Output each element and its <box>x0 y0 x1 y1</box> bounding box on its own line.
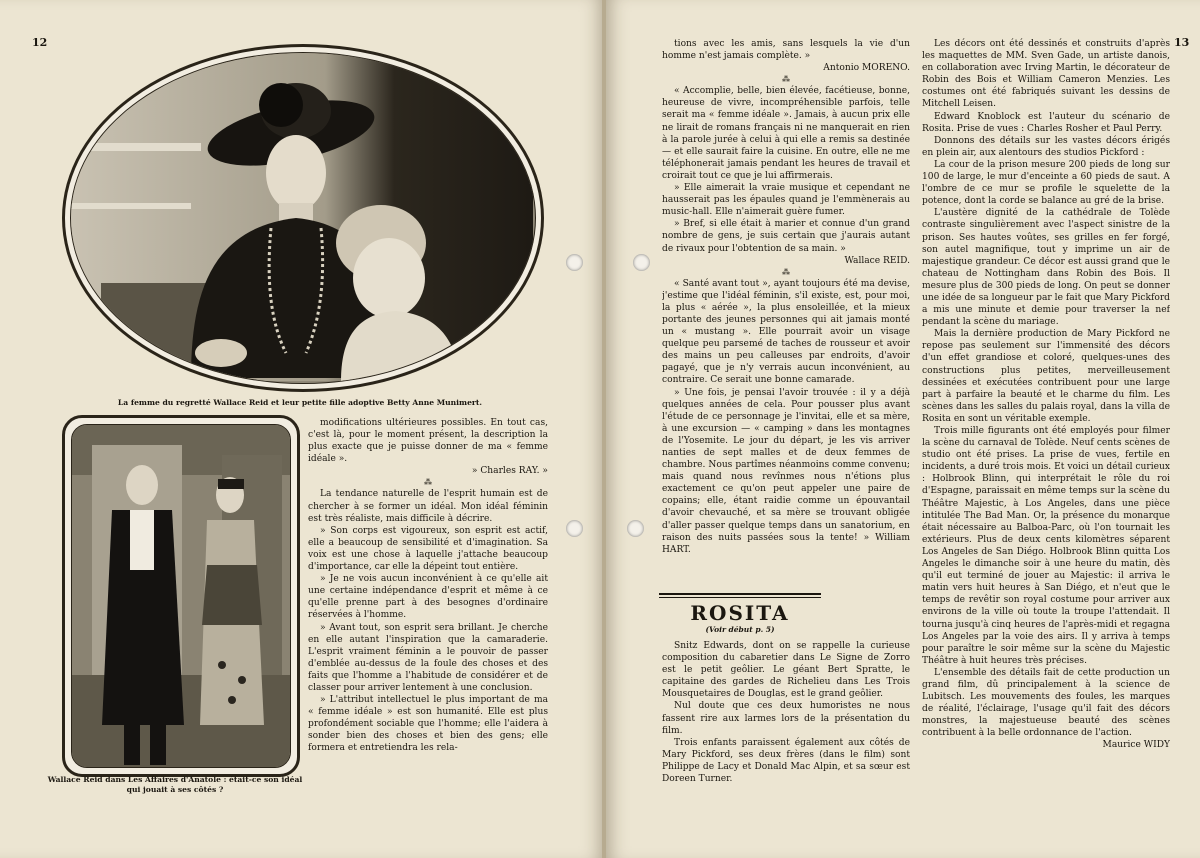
paragraph: » Je ne vois aucun inconvénient à ce qu'elle ait une certaine indépendance d'esprit et même à ce qu'elle prenne part à des besognes d'ordinaire réservées à l'homme. <box>308 574 548 621</box>
rosita-title: ROSITA <box>690 601 790 625</box>
photo-woman-child-illustration <box>71 53 533 381</box>
photo2-caption: Wallace Reid dans Les Affaires d'Anatole : était-ce son idéal qui jouait à ses côtés ? <box>47 775 303 794</box>
photo-wallace-reid-illustration <box>72 425 290 767</box>
left-text-column <box>308 417 548 847</box>
paragraph: Edward Knoblock est l'auteur du scénario de Rosita. Prise de vues : Charles Rosher et Paul Perry. <box>922 111 1170 134</box>
paragraph: L'austère dignité de la cathédrale de Tolède contraste singulièrement avec l'aspect sinistre de la prison. Ses hautes voûtes, ses grilles en fer forgé, son autel magnifique, tout y imprime un air de majestique grandeur. Ce décor est aussi grand que le chateau de Nottingham dans Robin des Bois. Il mesure plus de 300 pieds de long. On peut se donner une idée de sa longueur par le fait que Mary Pickford a mis une minute et demie pour traverser la nef pendant la scène du mariage. <box>922 208 1170 328</box>
rosita-rule-thin <box>659 597 821 598</box>
signature: Maurice WIDY <box>1102 740 1170 751</box>
paragraph: Donnons des détails sur les vastes décors érigés en plein air, aux alentours des studios Pickford : <box>922 135 1170 158</box>
paragraph: Nul doute que ces deux humoristes ne nous fassent rire aux larmes lors de la présentation du film. <box>662 701 910 736</box>
paragraph: L'ensemble des détails fait de cette production un grand film, dû principalement à la science de Lubitsch. Les mouvements des foules, les marques de réalité, l'éclairage, l'usage qu'il fait des décors monstres, la majestueuse beauté des scènes contribuent à la belle ordonnance de l'action. <box>922 667 1170 739</box>
separator-stars: ⁂ <box>424 478 432 488</box>
photo1-caption: La femme du regretté Wallace Reid et leur petite fille adoptive Betty Anne Munimert. <box>117 398 483 407</box>
paragraph: » Bref, si elle était à marier et connue d'un grand nombre de gens, je suis certain que j'aurais autant de rivaux pour l'obtention de sa main. » <box>662 219 910 254</box>
paragraph: » L'attribut intellectuel le plus important de ma « femme idéale » est son humanité. Elle est plus profondément sociable que l'homme; elle l'aidera à sonder bien des choses et bien des gens; elle formera et entretiendra les rela- <box>308 695 548 754</box>
punch-hole <box>566 520 583 537</box>
right-page <box>606 0 1200 858</box>
paragraph: « Santé avant tout », ayant toujours été ma devise, j'estime que l'idéal féminin, s'il existe, est, pour moi, la plus « aérée », la plus ensoleillée, et la mieux portante des jeunes personnes qui ait jamais monté un « mustang ». Elle pourrait avoir un visage quelque peu parsemé de taches de rousseur et avoir des mains un peu calleuses par endroits, d'avoir pagayé, que je n'y verrais aucun inconvénient, au contraire. Ce serait une bonne camarade. <box>662 278 910 386</box>
left-page-number: 12 <box>32 36 48 49</box>
right-text-column-2 <box>922 38 1170 808</box>
signature: Wallace REID. <box>844 255 910 266</box>
photo-wallace-reid <box>62 415 300 777</box>
paragraph: » Avant tout, son esprit sera brillant. Je cherche en elle autant l'inspiration que la camaraderie. L'esprit vraiment féminin a le pouvoir de passer d'emblée au-dessus de la foule des choses et des faits que l'homme a l'habitude de considérer et de classer pour arriver lentement à une conclusion. <box>308 622 548 693</box>
paragraph: Trois mille figurants ont été employés pour filmer la scène du carnaval de Tolède. Neuf cents scènes de studio ont été prises. La prise de vues, fertile en incidents, a duré trois mois. Et voici un détail curieux : Holbrook Blinn, qui interprétait le rôle du roi d'Espagne, paraissait en même temps sur la scène du Théâtre Majestic, à Los Angeles, dans une pièce intitulée The Bad Man. Or, la présence du monarque était nécessaire au Balboa-Parc, où l'on tournait les extérieurs. Plus de deux cents kilomètres séparent Los Angeles de San Diégo. Holbrook Blinn quitta Los Angeles le dimanche soir à une heure du matin, dès qu'il eut terminé de jouer au Majestic: il arriva le matin vers huit heures à San Diégo, et n'eut que le temps de revêtir son royal costume pour arriver aux environs de la ville où toute la troupe l'attendait. Il tourna jusqu'à cinq heures de l'après-midi et regagna Los Angeles par la voie des airs. Il y arriva à temps pour paraître le soir même sur la scène du Majestic Théâtre à huit heures très précises. <box>922 426 1170 666</box>
paragraph: Snitz Edwards, dont on se rappelle la curieuse composition du cabaretier dans Le Signe de Zorro est le petit geôlier. Le géant Bert Spratte, le capitaine des gardes de Richelieu dans Les Trois Mousquetaires de Douglas, est le grand geôlier. <box>662 641 910 700</box>
paragraph: Les décors ont été dessinés et construits d'après les maquettes de MM. Sven Gade, un artiste danois, en collaboration avec Irving Martin, le décorateur de Robin des Bois et William Cameron Menzies. Les costumes ont été fabriqués suivant les dessins de Mitchell Leisen. <box>922 39 1170 110</box>
separator-stars: ⁂ <box>782 267 790 277</box>
punch-hole <box>566 254 583 271</box>
paragraph: La tendance naturelle de l'esprit humain est de chercher à se former un idéal. Mon idéal féminin est très réaliste, mais difficile à décrire. <box>308 489 548 524</box>
signature: » Charles RAY. » <box>471 466 548 477</box>
paragraph: Mais la dernière production de Mary Pickford ne repose pas seulement sur l'immensité des décors d'un effet grandiose et coloré, quelques-unes des constructions plus petites, merveilleusement dessinées et exécutées contribuent pour une large part à parfaire la beauté et le charme du film. Les scènes dans les salles du palais royal, dans la villa de Rosita en sont un véritable exemple. <box>922 329 1170 424</box>
paragraph: La cour de la prison mesure 200 pieds de long sur 100 de large, le mur d'enceinte a 60 pieds de saut. A l'ombre de ce mur se profile le squelette de la potence, dont la corde se balance au gré de la brise. <box>922 159 1170 207</box>
rosita-rule <box>659 593 821 595</box>
paragraph: » Elle aimerait la vraie musique et cependant ne hausserait pas les épaules quand je l'emmènerais au music-hall. Elle n'aimerait guère fumer. <box>662 183 910 218</box>
separator-stars: ⁂ <box>782 75 790 85</box>
right-text-column-1 <box>662 38 910 586</box>
paragraph: modifications ultérieures possibles. En tout cas, c'est là, pour le moment présent, la description la plus exacte que je puisse donner de ma « femme idéale ». <box>308 418 548 465</box>
punch-hole <box>627 520 644 537</box>
paragraph: « Accomplie, belle, bien élevée, facétieuse, bonne, heureuse de vivre, incompréhensible parfois, telle serait ma « femme idéale ». Jamais, à aucun prix elle ne lirait de romans français ni ne manquerait en rien à la parole jurée à celui à qui elle a remis sa destinée — et elle saurait faire la cuisine. En outre, elle ne me téléphonerait jamais pendant les heures de travail et croirait tout ce que je lui affirmerais. <box>662 86 910 181</box>
paragraph: » Son corps est vigoureux, son esprit est actif, elle a beaucoup de sensibilité et d'imagination. Sa voix est une chose à laquelle j'attache beaucoup d'importance, car elle la dépeint tout entière. <box>308 525 548 573</box>
rosita-subtitle: (Voir début p. 5) <box>705 625 775 634</box>
signature: Antonio MORENO. <box>823 63 910 74</box>
paragraph: tions avec les amis, sans lesquels la vie d'un homme n'est jamais complète. » <box>662 39 910 62</box>
photo-woman-child <box>62 44 544 392</box>
paragraph: » Une fois, je pensai l'avoir trouvée : il y a déjà quelques années de cela. Pour pousser plus avant l'étude de ce personnage je l'invitai, elle et sa mère, à une excursion — « camping » dans les montagnes de l'Yosemite. Le jour du départ, je les vis arriver nanties de sept malles et de deux femmes de chambre. Nous partîmes néanmoins comme convenu; mais quand nous revînmes nous n'étions plus exactement ce qu'on peut appeler une paire de copains; elle, étant raidie comme un épouvantail d'avoir chevauché, et sa mère se trouvant obligée d'aller passer quelque temps dans un sanatorium, en raison des nuits passées sous la tente! » William HART. <box>662 387 910 555</box>
rosita-text-column <box>662 640 910 810</box>
punch-hole <box>633 254 650 271</box>
paragraph: Trois enfants paraissent également aux côtés de Mary Pickford, ses deux frères (dans le film) sont Philippe de Lacy et Donald Mac Alpin, et sa sœur est Doreen Turner. <box>662 737 910 785</box>
right-page-number: 13 <box>1174 36 1190 49</box>
